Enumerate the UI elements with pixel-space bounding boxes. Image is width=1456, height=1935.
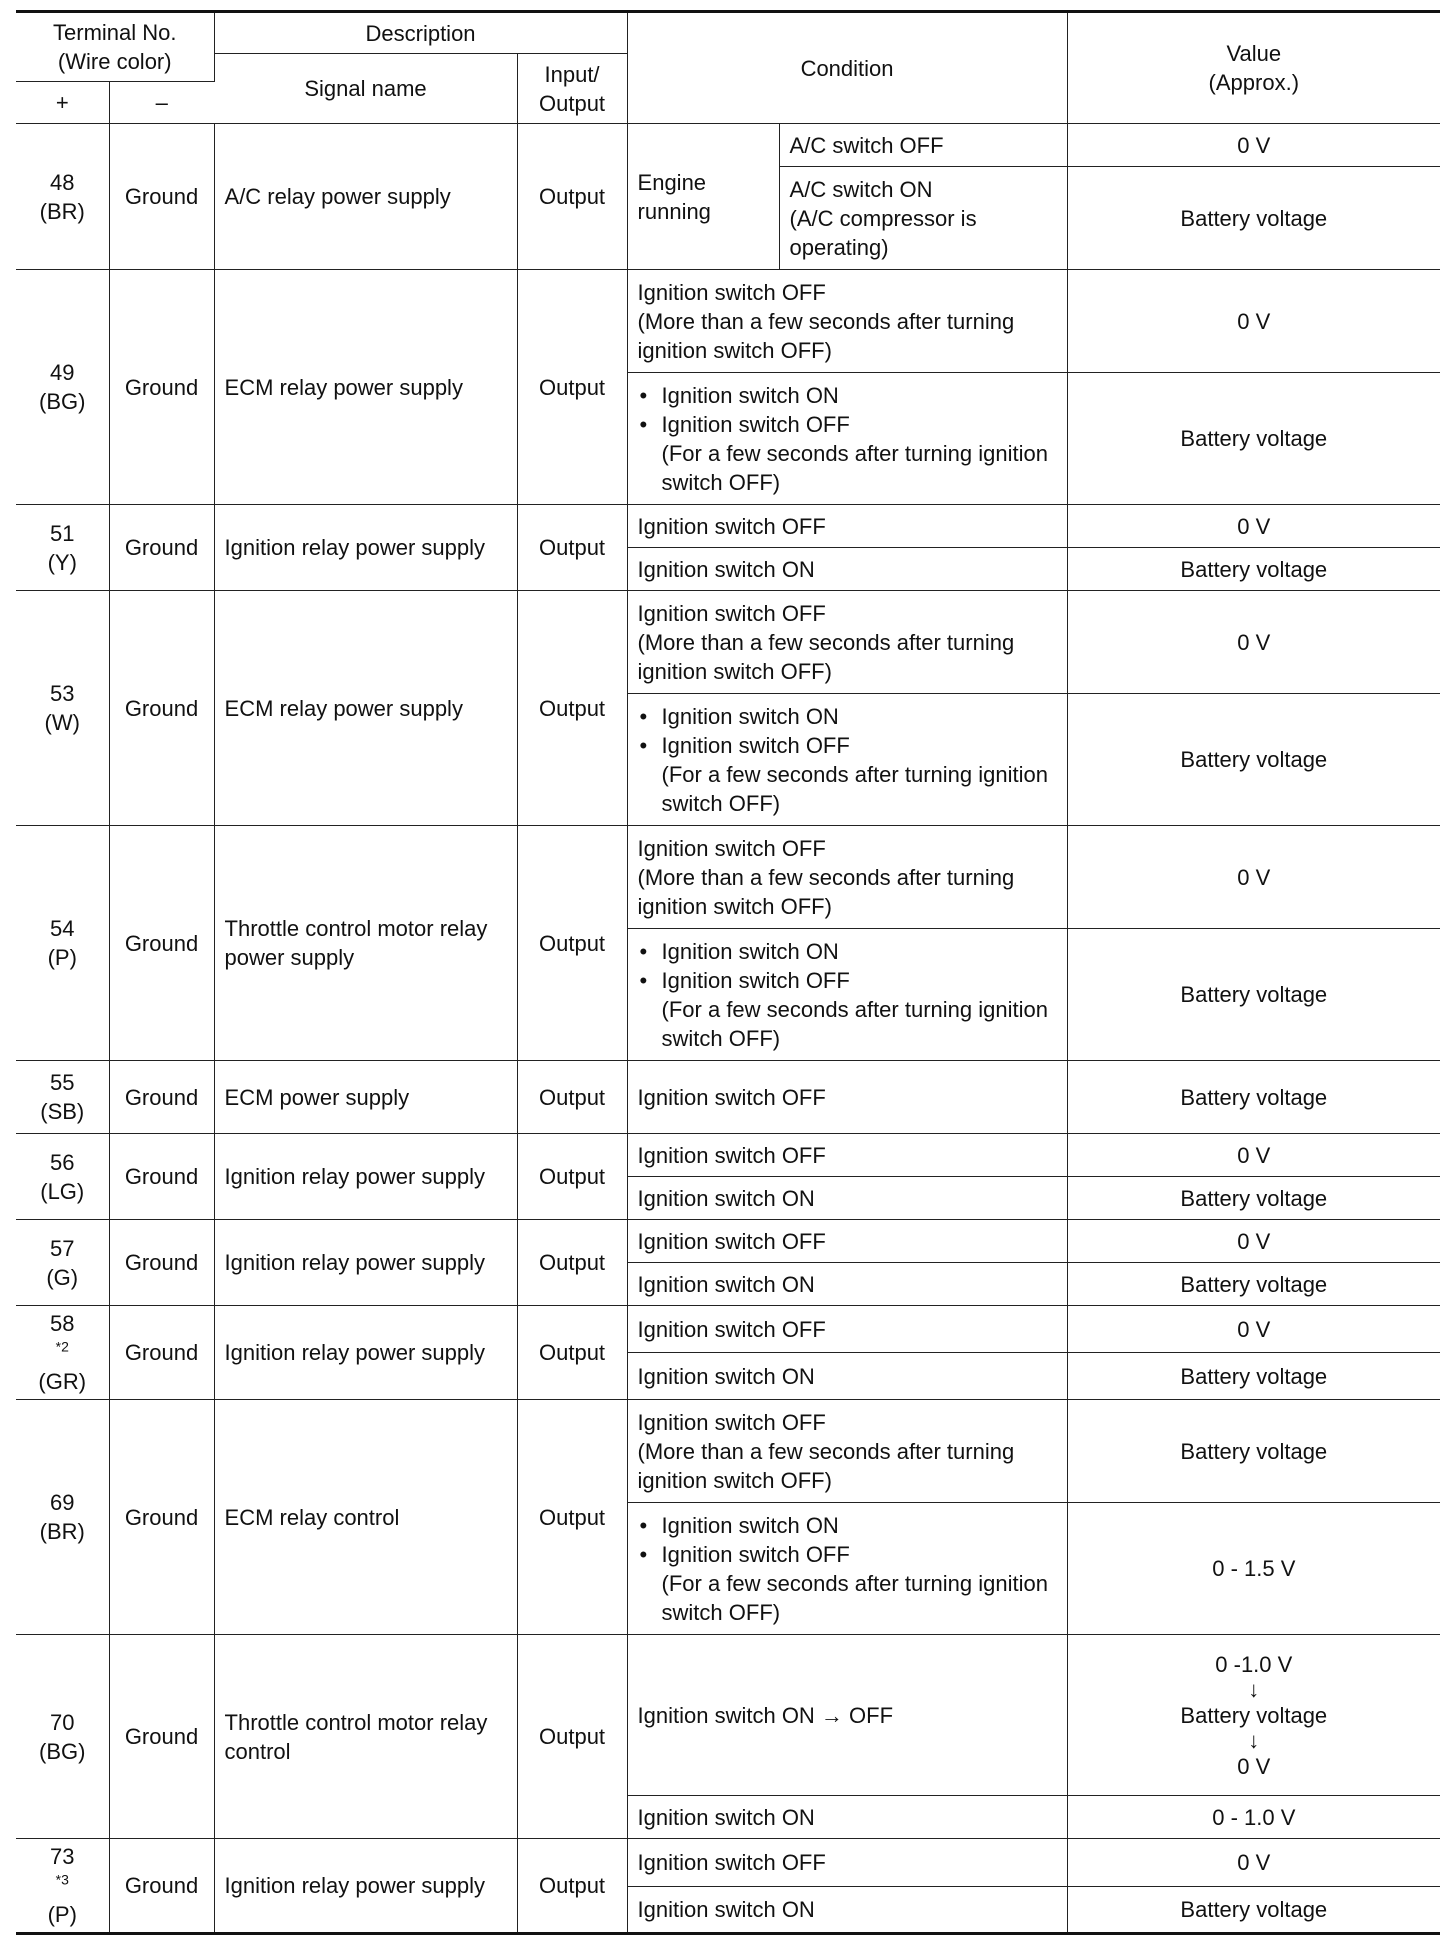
footnote-marker: *2 <box>55 1338 69 1355</box>
condition: Ignition switch ON <box>627 1177 1067 1220</box>
terminal-num: 70 <box>50 1709 75 1735</box>
io-type: Output <box>517 1839 627 1934</box>
wire-color: (Y) <box>47 549 77 575</box>
ground-terminal: Ground <box>109 1839 214 1934</box>
terminal-num: 49 <box>50 360 75 385</box>
wire-color: (LG) <box>40 1178 85 1204</box>
value: Battery voltage <box>1067 929 1440 1061</box>
ground-terminal: Ground <box>109 1220 214 1306</box>
wire-color: (BG) <box>39 389 86 414</box>
condition-note: (For a few seconds after turning ignition switch OFF) <box>661 761 1048 816</box>
condition-line: Ignition switch OFF <box>637 1409 826 1435</box>
ground-terminal: Ground <box>109 1061 214 1134</box>
header-signal-name: Signal name <box>214 54 517 124</box>
footnote-marker: *3 <box>55 1871 69 1888</box>
signal-name: Throttle control motor relay power supply <box>214 826 517 1061</box>
terminal-num: 56 <box>50 1149 75 1175</box>
terminal-num: 53 <box>50 681 75 706</box>
condition <box>779 167 1067 270</box>
terminal-number <box>16 1134 109 1220</box>
value: Battery voltage <box>1067 1353 1440 1400</box>
terminal-number <box>16 826 109 1061</box>
wire-color: (GR) <box>38 1369 87 1394</box>
value: Battery voltage <box>1067 1263 1440 1306</box>
header-value <box>1067 12 1440 124</box>
condition: Ignition switch ON → OFF <box>627 1635 1067 1796</box>
terminal-number <box>16 1635 109 1839</box>
condition: Ignition switch OFF <box>627 1220 1067 1263</box>
signal-name: ECM power supply <box>214 1061 517 1134</box>
terminal-number <box>16 1220 109 1306</box>
table-row <box>16 1134 1440 1177</box>
header-condition: Condition <box>627 12 1067 124</box>
table-row <box>16 1635 1440 1796</box>
terminal-num: 55 <box>50 1070 75 1095</box>
wire-color: (BR) <box>39 198 85 224</box>
wire-color: (P) <box>47 945 77 970</box>
condition-line: Ignition switch OFF <box>637 835 826 861</box>
table-row <box>16 124 1440 167</box>
ground-terminal: Ground <box>109 124 214 270</box>
header-wire-color-label: (Wire color) <box>57 49 172 74</box>
io-type: Output <box>517 1400 627 1635</box>
wire-color: (SB) <box>40 1099 85 1124</box>
value: 0 V <box>1067 591 1440 694</box>
terminal-num: 58 <box>50 1311 75 1336</box>
terminal-num: 54 <box>50 916 75 941</box>
terminal-num: 57 <box>50 1235 75 1261</box>
condition: Ignition switch OFF <box>627 1061 1067 1134</box>
condition <box>627 826 1067 929</box>
condition-bullet: • Ignition switch ON <box>638 381 1057 410</box>
signal-name: Ignition relay power supply <box>214 1306 517 1400</box>
terminal-num: 69 <box>50 1490 75 1515</box>
ecm-terminal-table <box>16 10 1440 1935</box>
table-row <box>16 591 1440 694</box>
header-description: Description <box>214 12 627 54</box>
wire-color: (W) <box>44 710 80 735</box>
table-row <box>16 270 1440 373</box>
condition <box>627 373 1067 505</box>
header-row-1 <box>16 12 1440 54</box>
value: Battery voltage <box>1067 1177 1440 1220</box>
io-type: Output <box>517 1134 627 1220</box>
terminal-number <box>16 1839 109 1934</box>
condition-main: Engine running <box>627 124 779 270</box>
condition-bullet: • Ignition switch ON <box>638 1511 1057 1540</box>
value: 0 V <box>1067 826 1440 929</box>
signal-name: ECM relay power supply <box>214 591 517 826</box>
condition <box>627 929 1067 1061</box>
signal-name: A/C relay power supply <box>214 124 517 270</box>
condition-bullet: • Ignition switch ON <box>638 702 1057 731</box>
io-type: Output <box>517 826 627 1061</box>
io-type: Output <box>517 1061 627 1134</box>
condition <box>627 591 1067 694</box>
header-output-label: Output <box>539 90 606 116</box>
value: Battery voltage <box>1067 548 1440 591</box>
condition-bullet: • Ignition switch OFF <box>638 410 1057 439</box>
condition-note: (A/C compressor is operating) <box>789 205 977 260</box>
signal-name: Ignition relay power supply <box>214 1839 517 1934</box>
io-type: Output <box>517 1220 627 1306</box>
value: 0 V <box>1067 1839 1440 1887</box>
value: 0 V <box>1067 505 1440 548</box>
signal-name: Ignition relay power supply <box>214 1134 517 1220</box>
header-input-label: Input/ <box>544 61 600 87</box>
condition-line: A/C switch ON <box>789 176 933 202</box>
table-row <box>16 1306 1440 1353</box>
condition: Ignition switch ON <box>627 548 1067 591</box>
ground-terminal: Ground <box>109 1635 214 1839</box>
value: Battery voltage <box>1067 373 1440 505</box>
terminal-num: 48 <box>50 169 75 195</box>
condition: Ignition switch ON <box>627 1263 1067 1306</box>
signal-name: ECM relay power supply <box>214 270 517 505</box>
condition-note: (More than a few seconds after turning ignition switch OFF) <box>637 1438 1015 1493</box>
io-type: Output <box>517 1635 627 1839</box>
value-line: Battery voltage <box>1180 1702 1328 1728</box>
table-row <box>16 1400 1440 1503</box>
ground-terminal: Ground <box>109 826 214 1061</box>
condition-line: Ignition switch OFF <box>637 279 826 305</box>
header-terminal <box>16 12 214 82</box>
condition: A/C switch OFF <box>779 124 1067 167</box>
wire-color: (G) <box>46 1264 79 1290</box>
terminal-number <box>16 1400 109 1635</box>
condition-note: (More than a few seconds after turning ignition switch OFF) <box>637 308 1015 363</box>
condition-bullet: • Ignition switch OFF <box>638 731 1057 760</box>
condition-note: (More than a few seconds after turning ignition switch OFF) <box>637 629 1015 684</box>
down-arrow-icon: ↓ <box>1248 1676 1260 1702</box>
condition <box>627 694 1067 826</box>
terminal-number <box>16 270 109 505</box>
table-row <box>16 826 1440 929</box>
condition-bullet: • Ignition switch OFF <box>638 1540 1057 1569</box>
condition-note: (For a few seconds after turning ignition switch OFF) <box>661 1570 1048 1625</box>
condition-note: (For a few seconds after turning ignition switch OFF) <box>661 440 1048 495</box>
terminal-num: 51 <box>50 520 75 546</box>
header-approx-label: (Approx.) <box>1208 70 1300 95</box>
header-input-output <box>517 54 627 124</box>
terminal-number <box>16 591 109 826</box>
condition: Ignition switch OFF <box>627 505 1067 548</box>
value: 0 V <box>1067 1306 1440 1353</box>
value: 0 - 1.5 V <box>1067 1503 1440 1635</box>
down-arrow-icon: ↓ <box>1248 1727 1260 1753</box>
condition-line: Ignition switch OFF <box>637 600 826 626</box>
ground-terminal: Ground <box>109 1306 214 1400</box>
io-type: Output <box>517 505 627 591</box>
table-row <box>16 1839 1440 1887</box>
io-type: Output <box>517 270 627 505</box>
ground-terminal: Ground <box>109 505 214 591</box>
ground-terminal: Ground <box>109 1400 214 1635</box>
condition <box>627 270 1067 373</box>
header-plus: + <box>16 82 109 124</box>
signal-name: Ignition relay power supply <box>214 505 517 591</box>
value <box>1067 1635 1440 1796</box>
value: 0 V <box>1067 124 1440 167</box>
header-terminal-label: Terminal No. <box>53 20 177 45</box>
terminal-number <box>16 1061 109 1134</box>
table-row <box>16 1061 1440 1134</box>
value: 0 V <box>1067 270 1440 373</box>
terminal-number <box>16 1306 109 1400</box>
value: Battery voltage <box>1067 1400 1440 1503</box>
value: 0 V <box>1067 1134 1440 1177</box>
value: 0 - 1.0 V <box>1067 1796 1440 1839</box>
condition-note: (For a few seconds after turning ignition switch OFF) <box>661 996 1048 1051</box>
io-type: Output <box>517 591 627 826</box>
signal-name: Throttle control motor relay control <box>214 1635 517 1839</box>
terminal-number <box>16 124 109 270</box>
ground-terminal: Ground <box>109 591 214 826</box>
condition: Ignition switch ON <box>627 1353 1067 1400</box>
terminal-table-sheet <box>16 10 1440 1935</box>
terminal-number <box>16 505 109 591</box>
condition <box>627 1503 1067 1635</box>
io-type: Output <box>517 1306 627 1400</box>
wire-color: (P) <box>47 1902 77 1927</box>
wire-color: (BR) <box>39 1519 85 1544</box>
condition: Ignition switch ON <box>627 1886 1067 1934</box>
condition-bullet: • Ignition switch OFF <box>638 966 1057 995</box>
terminal-num-line <box>26 1309 99 1367</box>
ground-terminal: Ground <box>109 270 214 505</box>
value: Battery voltage <box>1067 1061 1440 1134</box>
table-row <box>16 1220 1440 1263</box>
terminal-num-line <box>26 1842 99 1900</box>
condition <box>627 1400 1067 1503</box>
header-minus: – <box>109 82 214 124</box>
value: Battery voltage <box>1067 694 1440 826</box>
condition: Ignition switch OFF <box>627 1134 1067 1177</box>
condition: Ignition switch OFF <box>627 1306 1067 1353</box>
value-line: 0 V <box>1237 1753 1271 1779</box>
terminal-num: 73 <box>50 1844 75 1869</box>
condition: Ignition switch OFF <box>627 1839 1067 1887</box>
header-value-label: Value <box>1226 41 1282 66</box>
value-line: 0 -1.0 V <box>1215 1651 1293 1677</box>
signal-name: Ignition relay power supply <box>214 1220 517 1306</box>
condition: Ignition switch ON <box>627 1796 1067 1839</box>
signal-name: ECM relay control <box>214 1400 517 1635</box>
value: Battery voltage <box>1067 167 1440 270</box>
ground-terminal: Ground <box>109 1134 214 1220</box>
condition-bullet: • Ignition switch ON <box>638 937 1057 966</box>
value: Battery voltage <box>1067 1886 1440 1934</box>
value: 0 V <box>1067 1220 1440 1263</box>
wire-color: (BG) <box>39 1738 86 1764</box>
io-type: Output <box>517 124 627 270</box>
table-row <box>16 505 1440 548</box>
condition-note: (More than a few seconds after turning ignition switch OFF) <box>637 864 1015 919</box>
